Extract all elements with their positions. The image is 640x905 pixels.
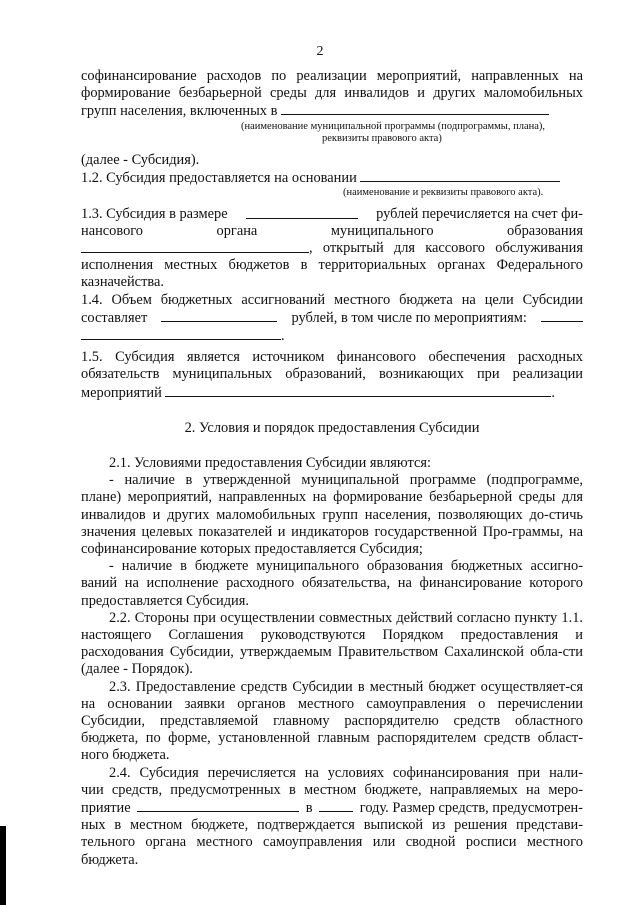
page-number: 2 [316, 44, 324, 59]
year-blank[interactable] [319, 799, 353, 812]
paragraph-1-3-line-4: исполнения местных бюджетов в территориальных органах Федерального [81, 257, 583, 274]
paragraph-1-3-text-b: рублей перечисляется на счет фи- [376, 205, 583, 222]
paragraph-1-3-line-5: казначейства. [81, 274, 164, 291]
account-holder-blank[interactable] [81, 240, 309, 253]
activities-blank[interactable] [541, 309, 583, 322]
paragraph-2-4-line-1: 2.4. Субсидия перечисляется на условиях софинансирования при нали- [109, 764, 583, 781]
paragraph-1-3-line-3 [81, 240, 583, 257]
paragraph-1-1-line-2: формирование безбарьерной среды для инвалидов и других маломобильных [81, 85, 583, 102]
paragraph-2-4-line-6: бюджета. [81, 851, 139, 868]
paragraph-2-1-bullet-1: - наличие в утвержденной муниципальной программе (подпрограмме, плане) мероприятий, направленных на формирование безбарьерной среды для инвалидов и других маломобильных групп населения, позволяющих до-стичь значения целевых показателей и индикаторов государственной Про-граммы, на софинансирование которых предоставляется Субсидия; [81, 472, 583, 557]
program-note-1: (наименование муниципальной программы (подпрограммы, плана), [241, 120, 546, 132]
legal-act-note: (наименование и реквизиты правового акта). [343, 187, 544, 199]
paragraph-2-4-line-4: ных в местном бюджете, подтверждается выпиской из решения представи- [81, 817, 583, 834]
scan-edge-bar [0, 826, 6, 905]
paragraph-1-1-line-3 [81, 102, 583, 120]
subsidy-definition: (далее - Субсидия). [81, 151, 200, 168]
paragraph-2-3: 2.3. Предоставление средств Субсидии в местный бюджет осуществляет-ся на основании заявки органов местного самоуправления о перечислении Субсидии, представляемой главному распорядителю средств областного бюджета, по форме, установленной главным распорядителем средств област-ного бюджета. [81, 678, 583, 764]
paragraph-1-5-text-c: мероприятий [81, 384, 162, 401]
paragraph-2-4-text-c2: в [305, 800, 313, 817]
word-municipal: муниципального [330, 222, 434, 239]
program-note-2: реквизиты правового акта) [322, 133, 442, 145]
paragraph-1-5-line-3: мероприятий . [81, 384, 556, 401]
subsidy-amount-blank[interactable] [246, 206, 358, 219]
paragraph-1-2 [81, 169, 583, 187]
paragraph-2-4-line-3 [81, 799, 583, 817]
document-body [81, 68, 583, 869]
paragraph-2-2: 2.2. Стороны при осуществлении совместных действий согласно пункту 1.1. настоящего Соглашения руководствуются Порядком предоставления и расходования Субсидии, утверждаемым Правительством Сахалинской обла-сти (далее - Порядок). [81, 609, 583, 678]
paragraph-2-4-text-c1: приятие [81, 800, 131, 817]
paragraph-1-3-text-a: 1.3. Субсидия в размере [81, 205, 228, 222]
word-financial: нансового [81, 222, 144, 239]
word-entity: образования [507, 222, 583, 239]
paragraph-1-4-line-1: 1.4. Объем бюджетных ассигнований местного бюджета на цели Субсидии [81, 291, 583, 308]
paragraph-1-3-line-1 [81, 206, 583, 223]
paragraph-2-4-line-2: чии средств, предусмотренных в местном бюджете, направляемых на меро- [81, 781, 583, 798]
measures-blank[interactable] [165, 384, 551, 397]
section-2-heading: 2. Условия и порядок предоставления Субсидии [184, 419, 480, 436]
paragraph-1-2-text: 1.2. Субсидия предоставляется на основании [81, 169, 357, 186]
legal-act-blank[interactable] [360, 169, 560, 182]
budget-amount-blank[interactable] [161, 309, 277, 322]
paragraph-1-4-text-b: рублей, в том числе по мероприятиям: [291, 309, 527, 326]
measure-name-blank[interactable] [137, 799, 299, 812]
paragraph-1-5-line-2: обязательств муниципальных образований, возникающих при реализации [81, 366, 583, 383]
paragraph-2-4-text-c3: году. Размер средств, предусмотрен- [359, 800, 583, 817]
paragraph-1-4-text-a: составляет [81, 309, 148, 326]
paragraph-2-1: 2.1. Условиями предоставления Субсидии являются: [109, 454, 431, 471]
paragraph-1-5-line-1: 1.5. Субсидия является источником финансового обеспечения расходных [81, 349, 583, 366]
paragraph-1-3-line-2 [81, 223, 583, 240]
paragraph-1-4-line-3: . [81, 327, 583, 345]
activities-list-blank[interactable] [81, 327, 281, 340]
paragraph-2-4-line-5: тельного органа местного самоуправления или сводной росписи местного [81, 834, 583, 851]
paragraph-1-1-line-1: софинансирование расходов по реализации мероприятий, направленных на [81, 68, 583, 84]
paragraph-2-1-bullet-2: - наличие в бюджете муниципального образования бюджетных ассигно-ваний на исполнение расходного обязательства, на финансирование которого предоставляется Субсидия. [81, 558, 583, 609]
paragraph-1-3-text-d: , открытый для кассового обслуживания [309, 239, 583, 256]
word-body: органа [216, 222, 258, 239]
program-name-blank[interactable] [281, 102, 549, 115]
paragraph-1-4-line-2 [81, 309, 583, 327]
program-intro-text: групп населения, включенных в [81, 103, 278, 120]
